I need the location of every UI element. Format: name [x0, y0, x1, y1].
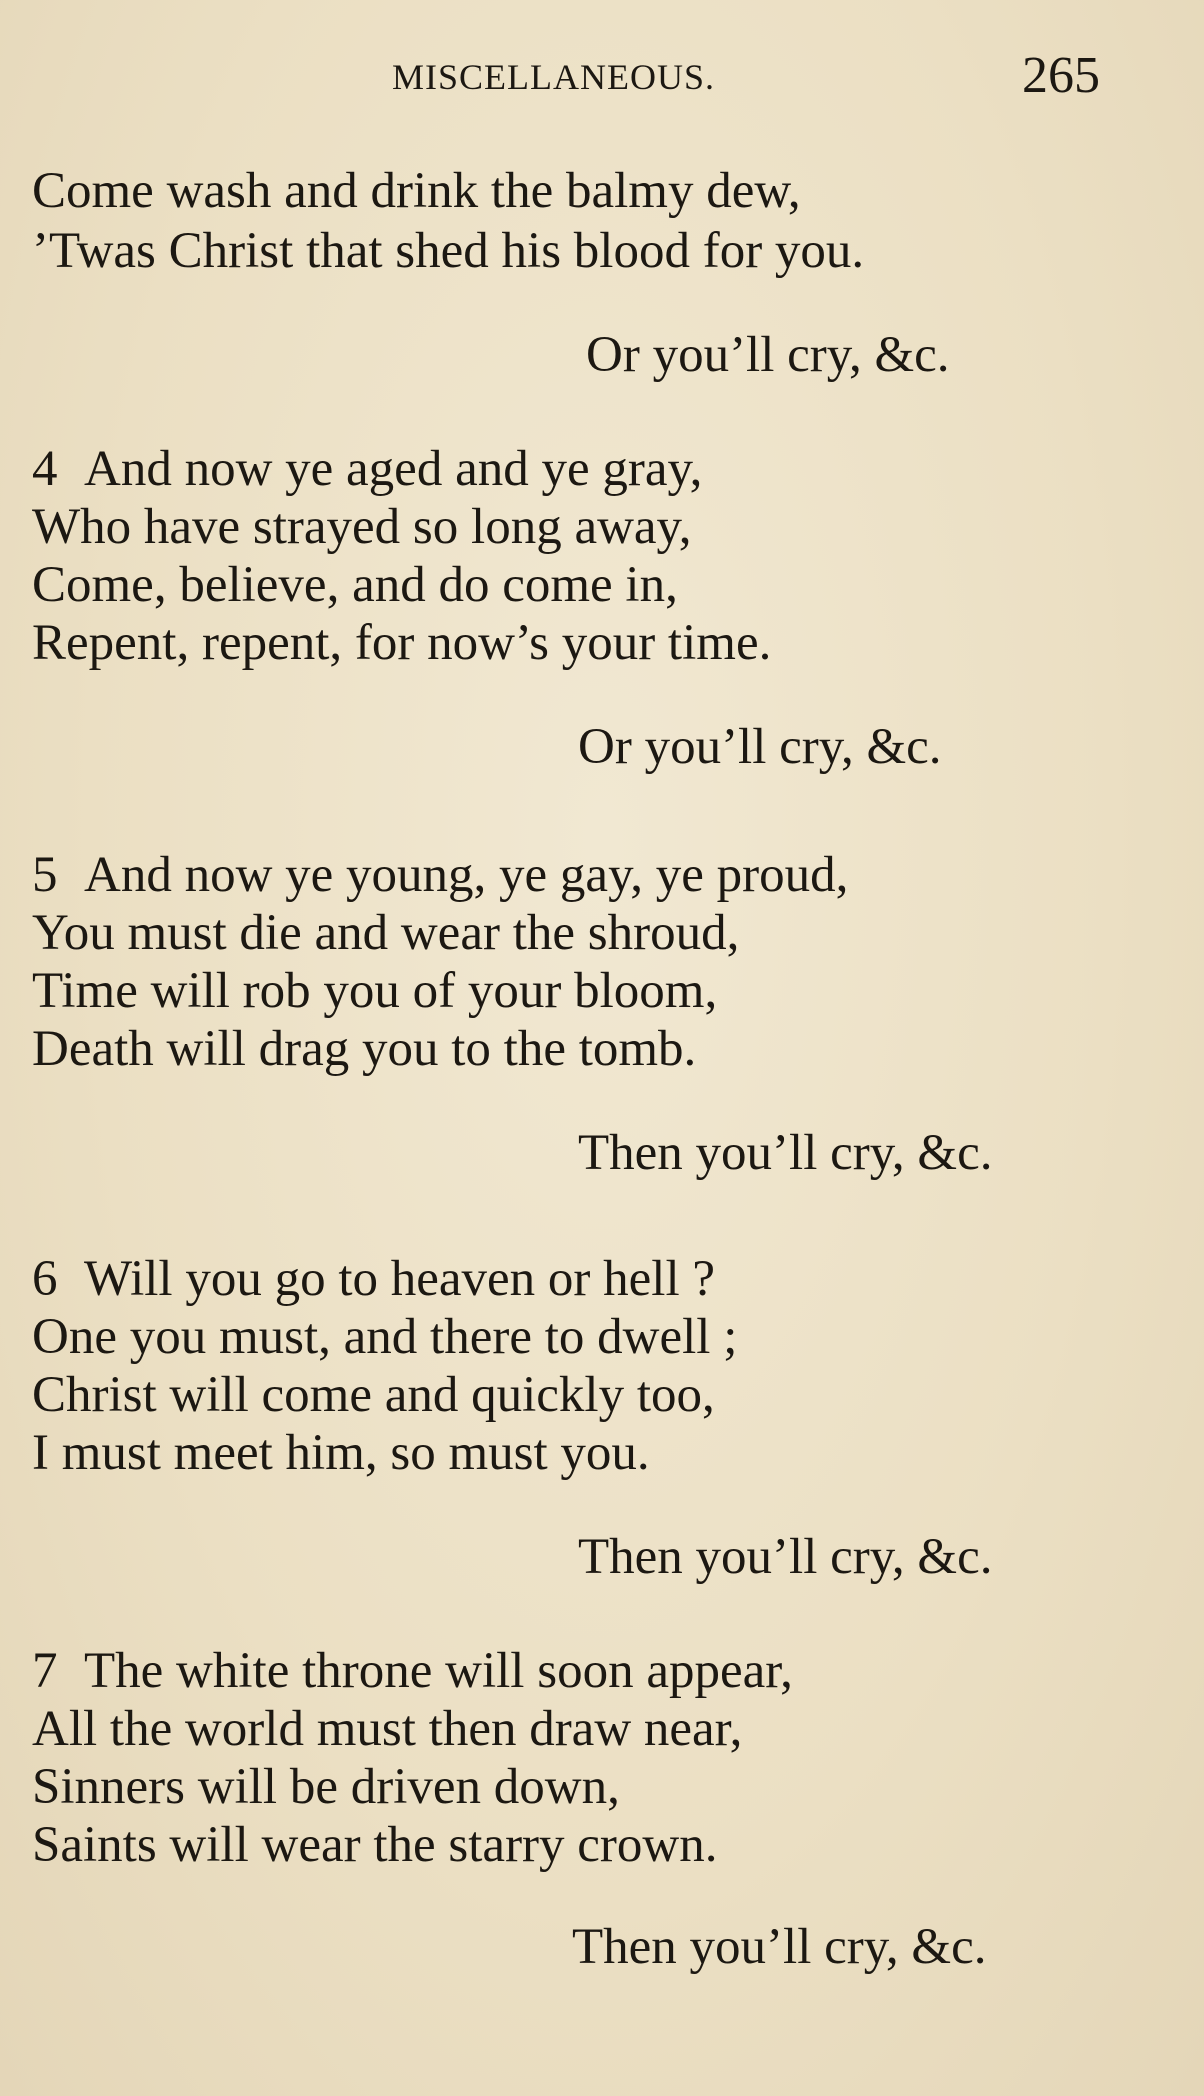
verse-line: ’Twas Christ that shed his blood for you. — [32, 223, 865, 279]
verse-text: Will you go to heaven or hell ? — [84, 1251, 716, 1307]
verse-line: Who have strayed so long away, — [32, 499, 692, 555]
refrain: Then you’ll cry, &c. — [578, 1125, 993, 1181]
verse-line: Christ will come and quickly too, — [32, 1367, 715, 1423]
verse-number: 4 — [32, 441, 58, 497]
verse-line: All the world must then draw near, — [32, 1701, 743, 1757]
verse-line: Repent, repent, for now’s your time. — [32, 615, 772, 671]
refrain: Or you’ll cry, &c. — [586, 327, 950, 383]
verse-line — [32, 846, 848, 904]
verse-number: 7 — [32, 1643, 58, 1699]
page-number: 265 — [1022, 47, 1100, 104]
refrain: Then you’ll cry, &c. — [578, 1529, 993, 1585]
verse-line — [32, 440, 702, 498]
refrain: Then you’ll cry, &c. — [572, 1919, 987, 1975]
verse-number: 5 — [32, 847, 58, 903]
verse-line: Sinners will be driven down, — [32, 1759, 620, 1815]
verse-line — [32, 1642, 793, 1700]
verse-line: Death will drag you to the tomb. — [32, 1021, 697, 1077]
verse-line: One you must, and there to dwell ; — [32, 1309, 738, 1365]
verse-line: Saints will wear the starry crown. — [32, 1817, 718, 1873]
verse-line: You must die and wear the shroud, — [32, 905, 740, 961]
running-head: MISCELLANEOUS. — [392, 57, 716, 97]
verse-line: Time will rob you of your bloom, — [32, 963, 718, 1019]
verse-text: And now ye young, ye gay, ye proud, — [84, 847, 849, 903]
verse-line: I must meet him, so must you. — [32, 1425, 650, 1481]
verse-text: And now ye aged and ye gray, — [84, 441, 703, 497]
verse-line — [32, 1250, 715, 1308]
verse-number: 6 — [32, 1251, 58, 1307]
refrain: Or you’ll cry, &c. — [578, 719, 942, 775]
verse-text: The white throne will soon appear, — [84, 1643, 793, 1699]
verse-line: Come wash and drink the balmy dew, — [32, 163, 801, 219]
verse-line: Come, believe, and do come in, — [32, 557, 678, 613]
